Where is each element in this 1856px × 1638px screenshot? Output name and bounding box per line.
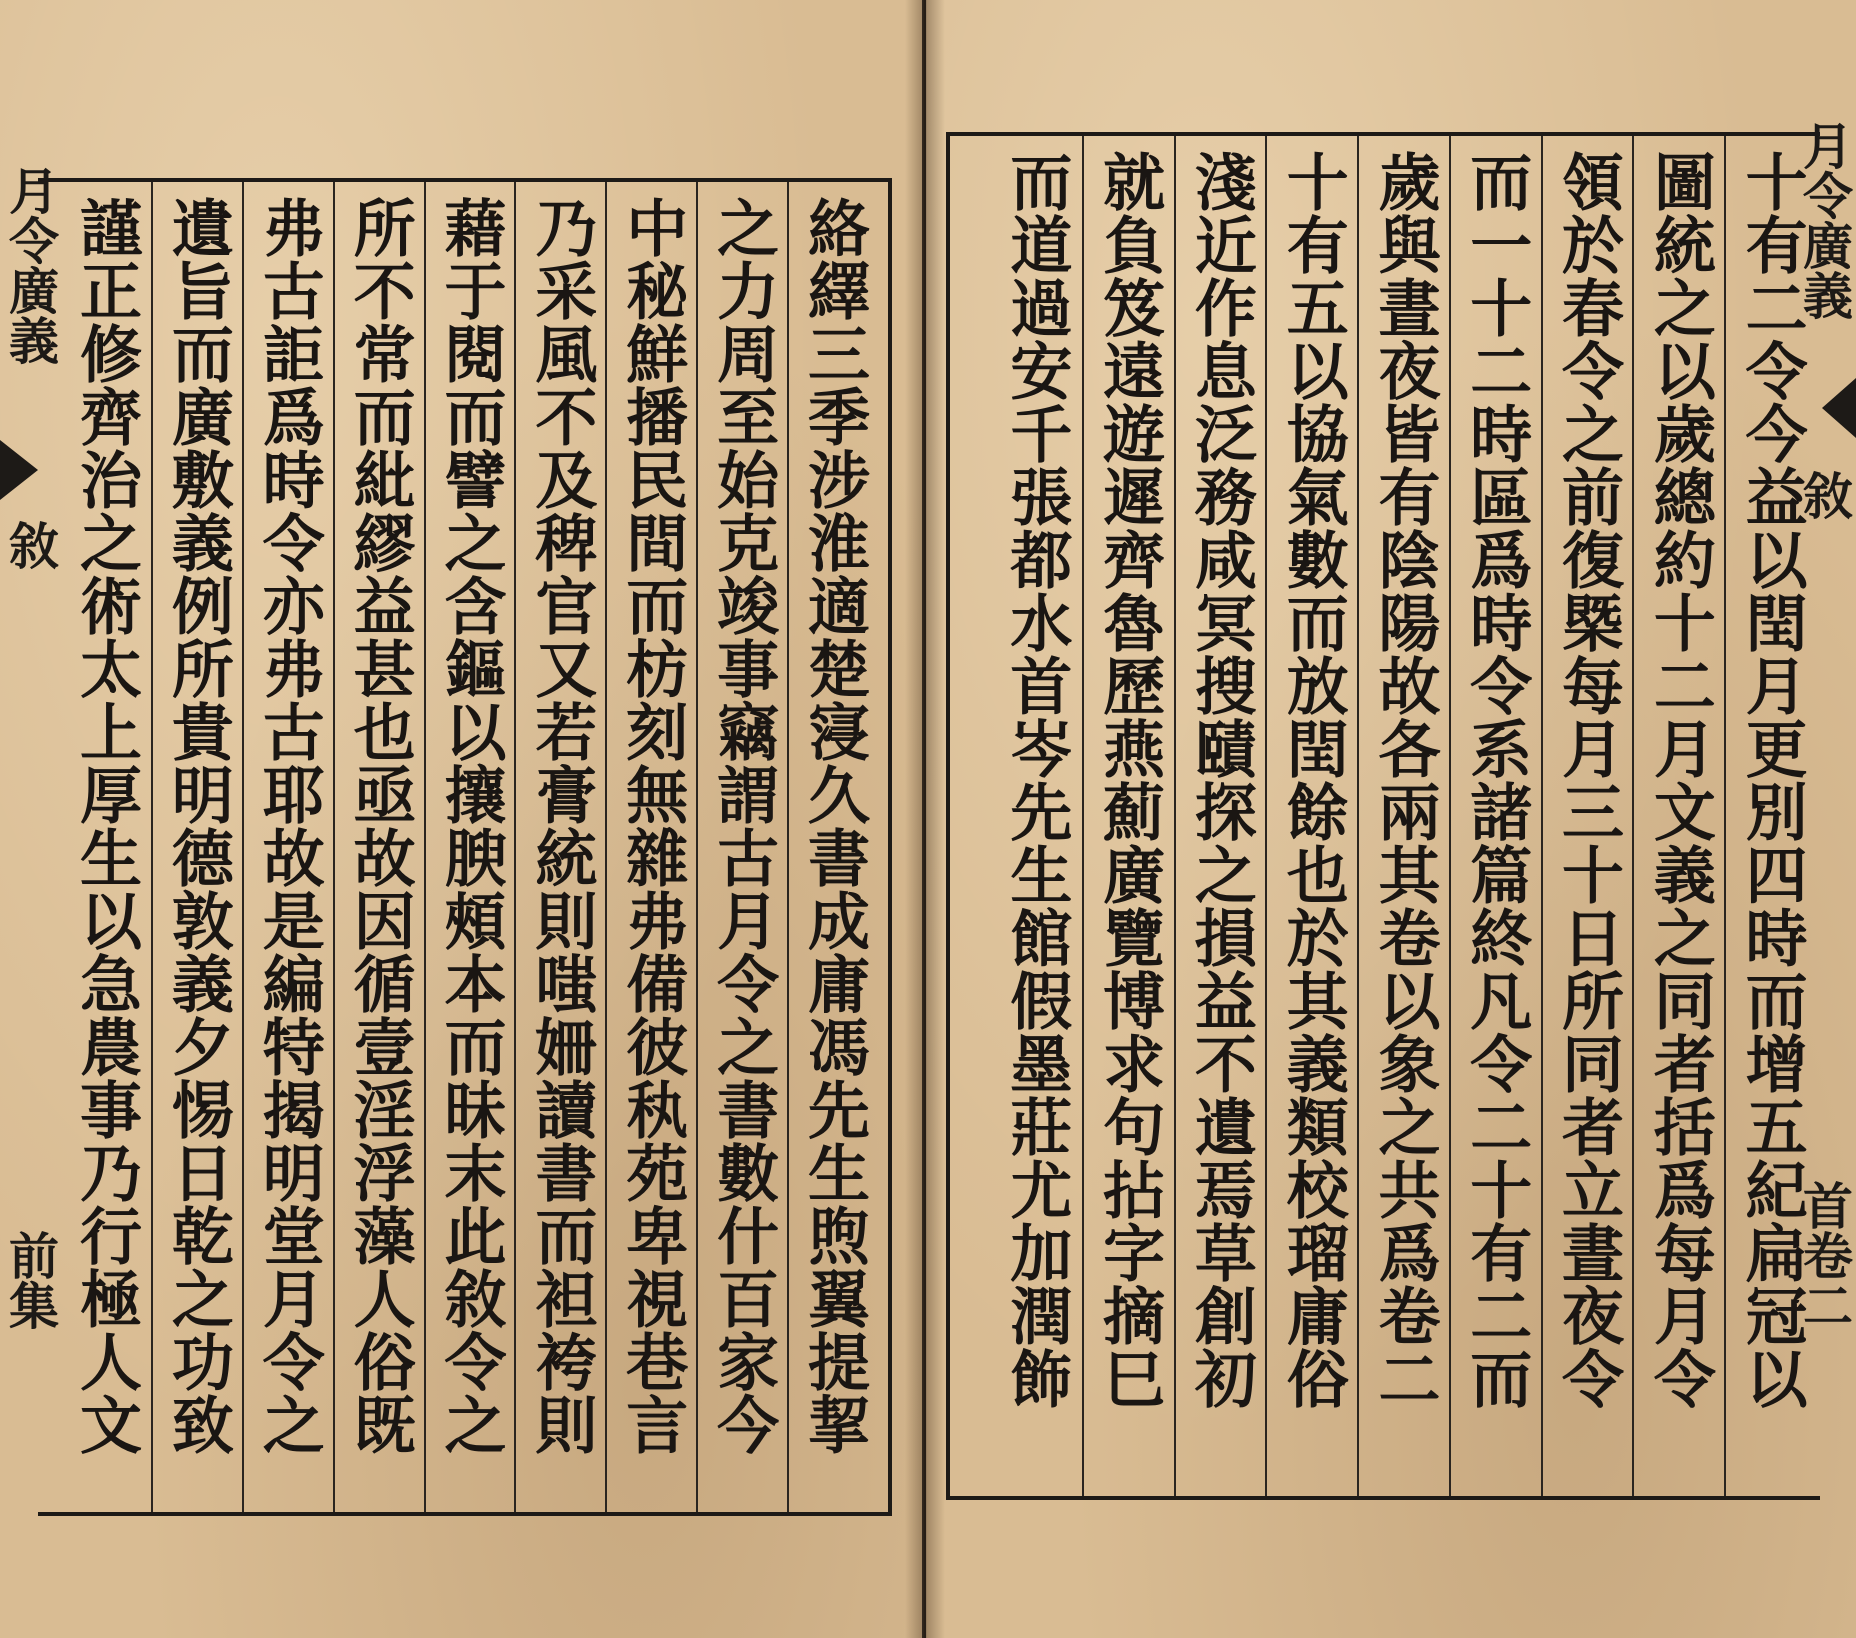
text-column (605, 182, 696, 1512)
left-margin-folio: 前集 (1, 1230, 60, 1330)
right-text-frame (946, 132, 1820, 1500)
text-column (60, 182, 151, 1512)
column-text: 就負笈遠遊遲齊魯歷燕薊廣覽博求句拈字摘巳 (1092, 150, 1166, 1410)
text-column (1541, 136, 1633, 1496)
text-column (990, 136, 1082, 1496)
right-columns (990, 136, 1816, 1496)
text-column (1632, 136, 1724, 1496)
text-column (1082, 136, 1174, 1496)
left-margin-title: 月令廣義 (1, 165, 60, 365)
left-columns (60, 182, 878, 1512)
column-text: 藉于閱而譬之含鏂以攘腴頰本而昧末此敘令之 (433, 196, 507, 1456)
left-text-frame (38, 178, 892, 1516)
column-text: 謹正修齊治之術太上厚生以急農事乃行極人文 (69, 196, 143, 1456)
text-column (514, 182, 605, 1512)
column-text: 之力周至始克竣事竊謂古月令之書數什百家今 (706, 196, 780, 1456)
column-text: 圖統之以歲總約十二月文義之同者括爲每月令 (1643, 150, 1717, 1410)
column-text: 淺近作息泛務咸冥搜賾探之損益不遺焉草創初 (1184, 150, 1258, 1410)
text-column (151, 182, 242, 1512)
right-margin-section: 敘 (1795, 470, 1854, 520)
text-column (696, 182, 787, 1512)
text-column (1357, 136, 1449, 1496)
column-text: 十有二令今益以閏月更別四時而增五紀扁冠以 (1735, 150, 1809, 1410)
column-text: 所不常而紕繆益甚也亟故因循壹淫浮藻人俗既 (343, 196, 417, 1456)
column-text: 弗古詎爲時令亦弗古耶故是編特揭明堂月令之 (252, 196, 326, 1456)
column-text: 乃采風不及稗官又若膏統則嗤姍讀書而袒袴則 (524, 196, 598, 1456)
text-column (1449, 136, 1541, 1496)
right-page (926, 0, 1856, 1638)
text-column (1724, 136, 1816, 1496)
left-page (0, 0, 922, 1638)
right-margin-folio: 首卷二 (1795, 1180, 1854, 1330)
column-text: 絡繹三季涉淮適楚寖久書成庸馮先生煦翼提挈 (797, 196, 871, 1456)
column-text: 而一十二時區爲時令系諸篇終凡令二十有二而 (1459, 150, 1533, 1410)
text-column (242, 182, 333, 1512)
text-column (333, 182, 424, 1512)
column-text: 而道過安千張都水首岑先生館假墨莊尤加潤飾 (999, 150, 1073, 1410)
text-column (1174, 136, 1266, 1496)
text-column (424, 182, 515, 1512)
left-margin-section: 敘 (1, 520, 60, 570)
column-text: 領於春令之前復槩每月三十日所同者立晝夜令 (1551, 150, 1625, 1410)
text-column (787, 182, 878, 1512)
column-text: 中秘鮮播民間而枋刻無雜弗備彼秇苑卑視巷言 (615, 196, 689, 1456)
right-margin-title: 月令廣義 (1795, 120, 1854, 320)
text-column (1265, 136, 1357, 1496)
column-text: 遺旨而廣敷義例所貴明德敦義夕惕日乾之功致 (161, 196, 235, 1456)
column-text: 十有五以協氣數而放閏餘也於其義類校瑠庸俗 (1276, 150, 1350, 1410)
column-text: 歲與晝夜皆有陰陽故各兩其卷以象之共爲卷二 (1367, 150, 1441, 1410)
